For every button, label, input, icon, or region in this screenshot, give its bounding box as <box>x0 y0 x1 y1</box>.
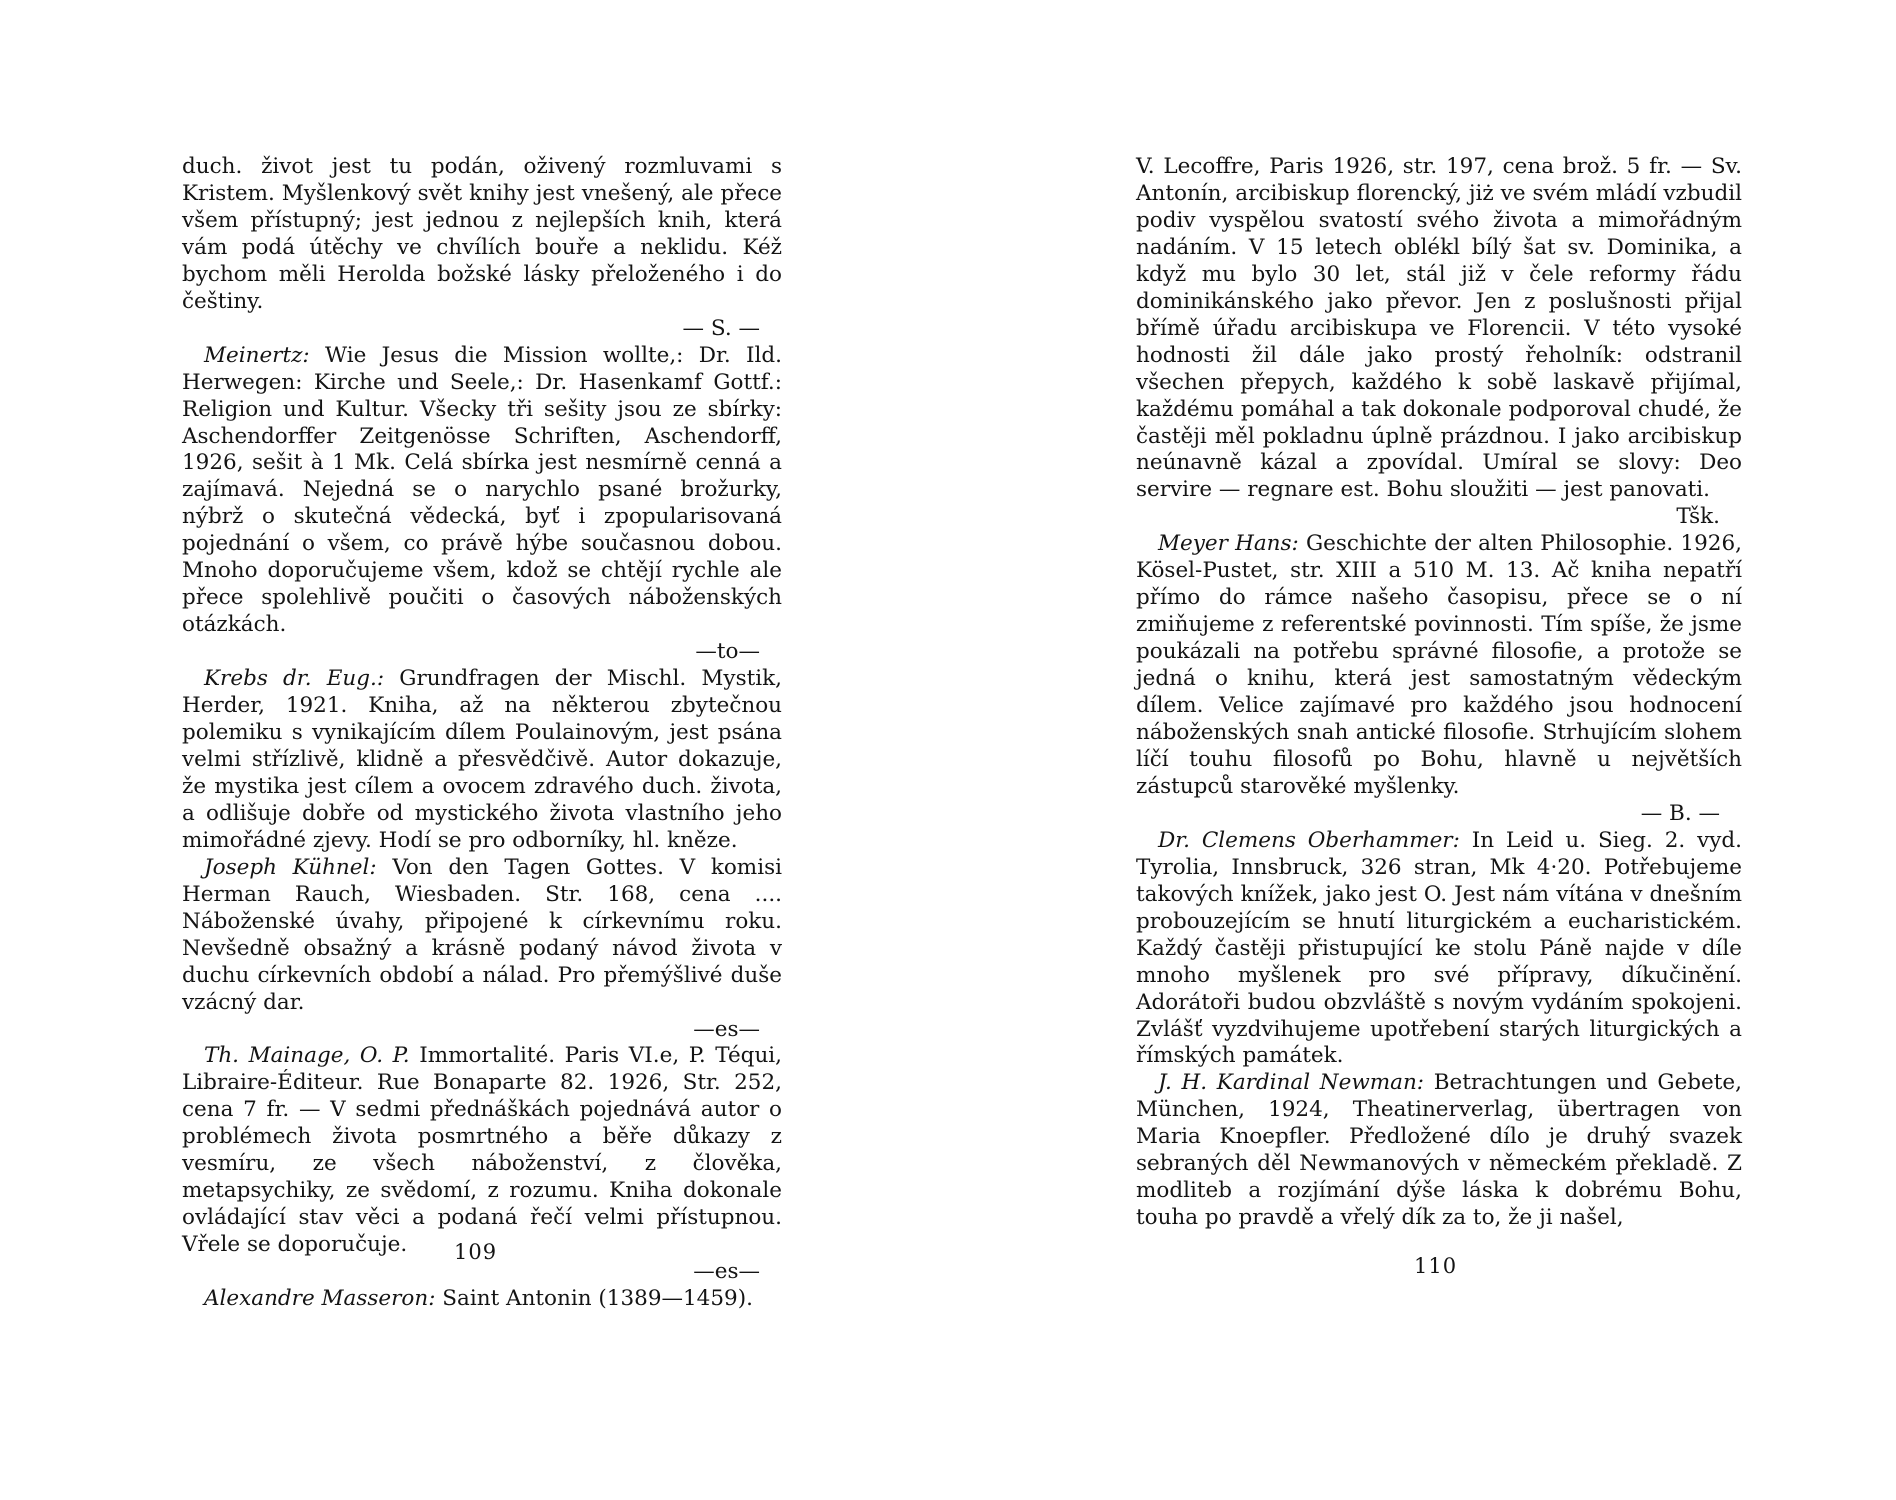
reviewer-signature: —es— <box>693 1259 760 1285</box>
review-author: Krebs dr. Eug.: <box>204 666 385 692</box>
review-author: Alexandre Masseron: <box>204 1286 436 1312</box>
reviewer-signature: — S. — <box>682 315 760 341</box>
review-entry <box>1136 154 1742 504</box>
review-entry <box>182 154 782 316</box>
review-author: Joseph Kühnel: <box>204 854 377 880</box>
reviewer-signature: — B. — <box>1640 800 1720 826</box>
review-author: Dr. Clemens Oberhammer: <box>1158 827 1460 853</box>
review-text: Immortalité. Paris VI.e, P. Téqui, Libraire-Éditeur. Rue Bonaparte 82. 1926, Str. 252, cena 7 fr. — V sedmi přednáškách pojednává autor o problémech života posmrtného a běře důkazy z vesmíru, ze všech náboženství, z člověka, metapsychiky, ze svědomí, z rozumu. Kniha dokonale ovládající stav věci a podaná řečí velmi přístupnou. Vřele se doporučuje. <box>182 1043 782 1258</box>
review-entry <box>182 1043 782 1259</box>
review-entry <box>1136 1070 1742 1232</box>
review-text: In Leid u. Sieg. 2. vyd. Tyrolia, Innsbruck, 326 stran, Mk 4·20. Potřebujeme takových knížek, jako jest O. Jest nám vítána v dnešním probouzejícím se hnutí liturgickém a eucharistickém. Každý častěji přistupující ke stolu Páně najde v díle mnoho myšlenek pro své přípravy, díkučinění. Adorátoři budou obzvláště s novým vydáním spokojeni. Zvlášť vyzdvihujeme upotřebení starých liturgických a římských památek. <box>1136 827 1742 1069</box>
review-text: Wie Jesus die Mission wollte,: Dr. Ild. Herwegen: Kirche und Seele,: Dr. Hasenkamf Gottf.: Religion und Kultur. Všecky tři sešity jsou ze sbírky: Aschendorffer Zeitgenösse Schriften, Aschendorff, 1926, sešit à 1 Mk. Celá sbírka jest nesmírně cenná a zajímavá. Nejedná se o narychlo psané brožurky, nýbrž o skutečná vědecká, byť i zpopularisovaná pojednání o všem, co právě hýbe současnou dobou. Mnoho doporučujeme všem, kdož se chtějí rychle ale přece spolehlivě poučiti o časových náboženských otázkách. <box>182 342 782 638</box>
page-number-left: 109 <box>454 1240 498 1264</box>
review-entry <box>1136 531 1742 801</box>
review-entry <box>182 666 782 855</box>
review-entry <box>182 1286 782 1313</box>
review-text: duch. život jest tu podán, oživený rozmluvami s Kristem. Myšlenkový svět knihy jest vnešený, ale přece všem přístupný; jest jednou z nejlepších knih, která vám podá útěchy ve chvílích bouře a neklidu. Kéž bychom měli Herolda božské lásky přeloženého i do češtiny. <box>182 154 782 314</box>
review-author: Meinertz: <box>204 342 310 368</box>
reviewer-signature: —to— <box>695 639 760 665</box>
review-author: Th. Mainage, O. P. <box>204 1043 410 1069</box>
reviewer-signature: —es— <box>693 1016 760 1042</box>
review-entry <box>182 343 782 639</box>
review-text: V. Lecoffre, Paris 1926, str. 197, cena brož. 5 fr. — Sv. Antonín, arcibiskup florencký, jiż ve svém mládí vzbudil podiv vyspělou svatostí svého života a mimořádným nadáním. V 15 letech oblékl bílý šat sv. Dominika, a když mu bylo 30 let, stál již v čele reformy řádu dominikánského jako převor. Jen z poslušnosti přijal břímě úřadu arcibiskupa ve Florencii. V této vysoké hodnosti žil dále jako prostý řeholník: odstranil všechen přepych, každého k sobě laskavě přijímal, každému pomáhal a tak dokonale podporoval chudé, že častěji měl pokladnu úplně prázdnou. I jako arcibiskup neúnavně kázal a zpovídal. Umíral se slovy: Deo servire — regnare est. Bohu sloužiti — jest panovati. <box>1136 154 1742 503</box>
review-author: J. H. Kardinal Newman: <box>1158 1070 1425 1096</box>
review-text: Von den Tagen Gottes. V komisi Herman Rauch, Wiesbaden. Str. 168, cena .... Náboženské úvahy, připojené k církevnímu roku. Nevšedně obsažný a krásně podaný návod života v duchu církevních období a nálad. Pro přemýšlivé duše vzácný dar. <box>182 854 782 1015</box>
review-author: Meyer Hans: <box>1158 531 1299 557</box>
review-text: Saint Antonin (1389—1459). <box>442 1286 753 1312</box>
review-entry <box>182 855 782 1017</box>
left-page <box>182 154 782 1313</box>
page-number-right: 110 <box>1414 1254 1458 1278</box>
review-text: Betrachtungen und Gebete, München, 1924, Theatinerverlag, übertragen von Maria Knoepfler. Předložené dílo je druhý svazek sebraných děl Newmanových v německém překladě. Z modliteb a rozjímání dýše láska k dobrému Bohu, touha po pravdě a vřelý dík za to, že ji našel, <box>1136 1070 1742 1231</box>
review-entry <box>1136 828 1742 1071</box>
review-text: Grundfragen der Mischl. Mystik, Herder, 1921. Kniha, až na některou zbytečnou polemiku s vynikajícím dílem Poulainovým, jest psána velmi střízlivě, klidně a přesvědčivě. Autor dokazuje, že mystika jest cílem a ovocem zdravého duch. života, a odlišuje dobře od mystického života vlastního jeho mimořádné zjevy. Hodí se pro odborníky, hl. kněze. <box>182 666 782 853</box>
right-page <box>1136 154 1742 1232</box>
review-text: Geschichte der alten Philosophie. 1926, Kösel-Pustet, str. XIII a 510 M. 13. Ač kniha nepatří přímo do rámce našeho časopisu, přece se o ní zmiňujeme z referentské povinnosti. Tím spíše, že jsme poukázali na potřebu správné filosofie, a protože se jedná o knihu, která jest samostatným vědeckým dílem. Velice zajímavé pro každého jsou hodnocení náboženských snah antické filosofie. Strhujícím slohem líčí touhu filosofů po Bohu, hlavně u největších zástupců starověké myšlenky. <box>1136 531 1742 799</box>
reviewer-signature: Tšk. <box>1676 504 1720 530</box>
